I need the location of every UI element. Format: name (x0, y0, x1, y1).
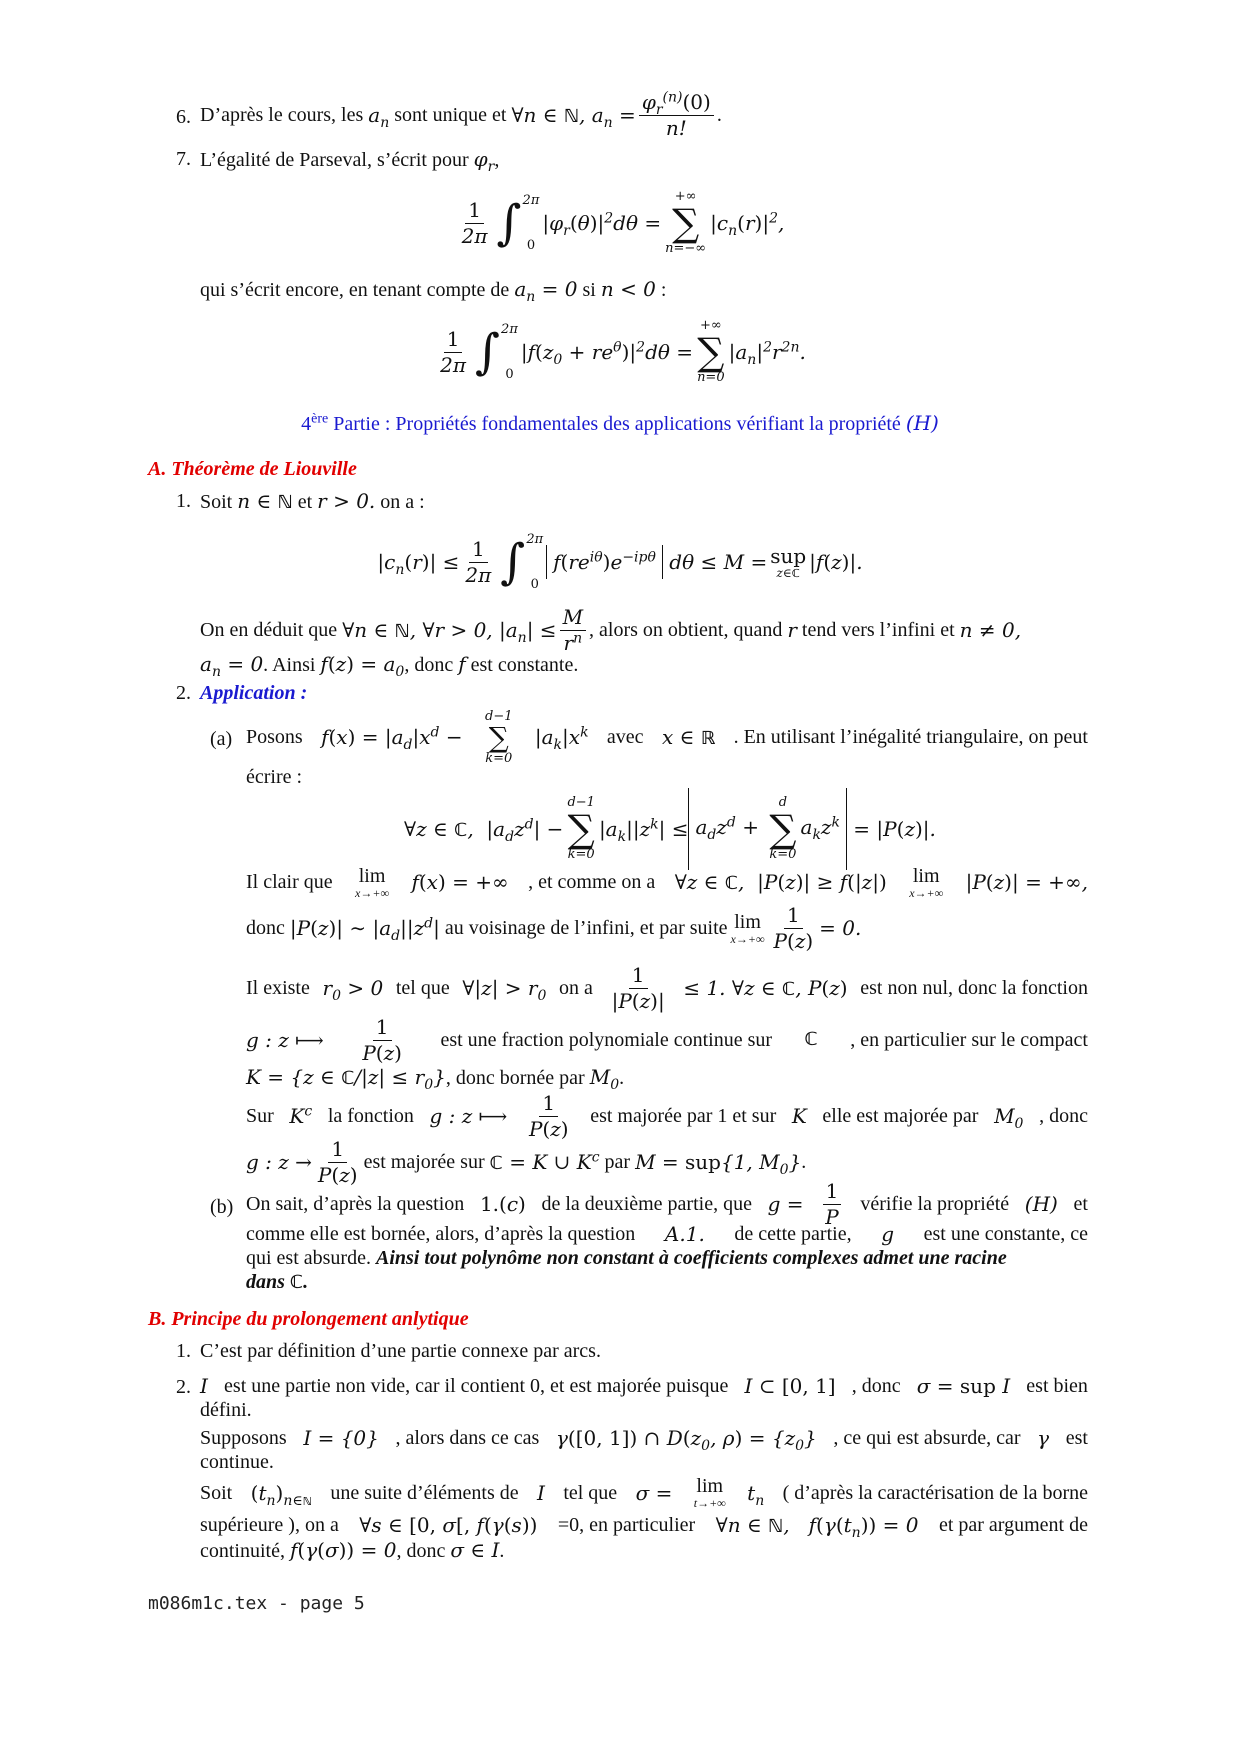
item-7-line2: qui s’écrit encore, en tenant compte de $a_n = 0$ si n < 0 : (200, 277, 667, 305)
cauchy-bound-equation: $|c_n(r)|$ ≤ $\frac{1}{2\pi}$ ∫ 2π 0 $f(re^{i\theta})e^{-ip\theta}$ dθ ≤ M = sup z∈ℂ |f(z)|. (377, 532, 863, 592)
application-b-rest: comme elle est bornée, alors, d’après la question A.1. de cette partie, g est une constante, ce qui est absurde. Ainsi tout polynôme non constant à coefficients complexes admet une racine dans ℂ. (246, 1222, 1088, 1293)
application-a-line1: Posons $f(x) = |a_d|x^d$ − d−1 ∑ k=0 $|a_k|x^k$ avec x ∈ ℝ . En utilisant l’inégalité triangulaire, on peut (246, 709, 1088, 766)
section-b-title: B. Principe du prolongement anlytique (148, 1308, 469, 1330)
equivalent-line: donc |P(z)| ∼ $|a_d||z^d|$ au voisinage de l’infini, et par suite lim x→+∞ $\frac{1}{P(z)}$ = 0. (246, 902, 862, 953)
item-number: 2. (176, 1376, 191, 1398)
sub-item-label: (a) (210, 728, 233, 750)
liouville-q1-text: Soit n ∈ ℕ et r > 0. on a : (200, 489, 425, 513)
compact-line: K = {z ∈ ℂ/|z| ≤ $r_0$}, donc bornée par $M_0$. (246, 1065, 625, 1093)
item-number: 2. (176, 682, 191, 704)
taylor-coefficient-fraction: $\frac{\varphi_r^{(n)}(0)}{n!}$ (639, 91, 714, 140)
item-number: 6. (176, 106, 191, 128)
sub-item-label: (b) (210, 1196, 234, 1218)
prolongement-q2: I est une partie non vide, car il contient 0, et est majorée puisque I ⊂ [0, 1] , donc σ = sup I est bien défini. Supposons I = {0} , alors dans ce cas γ([0, 1]) ∩ $D(z_0$, $\rho) = \{z_0\}$ , ce qui est absurde, car γ est continue. Soit $(t_n)_{n\in ℕ}$ une suite d’éléments de I tel que σ = lim t→+∞ $t_n$ ( d’après la caractérisation de la borne supérieure ), on a ∀s ∈ [0, σ[, f(γ(s)) =0, en particulier ∀n ∈ ℕ, $f(\gamma(t_n)) = 0$ et par argument de continuité, f(γ(σ)) = 0, donc σ ∈ I. (200, 1374, 1088, 1562)
application-title: Application : (200, 682, 308, 704)
triangle-inequality: ∀z ∈ ℂ, $|a_dz^d|$ − d−1 ∑ k=0 $|a_k||z^k|$ ≤ $a_dz^d$ + d ∑ k=0 $a_kz^k$ = |P(z)|. (404, 786, 936, 872)
g-function-line: g : z ⟼ $\frac{1}{P(z)}$ est une fraction polynomiale continue sur ℂ , en particulier sur le compact (246, 1014, 1088, 1065)
item-number: 1. (176, 1340, 191, 1362)
item-number: 1. (176, 490, 191, 512)
liouville-deduction: On en déduit que ∀n ∈ ℕ, ∀r > 0, $|a_n|$ ≤ $\frac{M}{r^n}$ , alors on obtient, quand r tend vers l’infini et n ≠ 0, $a_n = 0$. Ainsi $f(z) = a_0$, donc f est constante. (200, 605, 1022, 680)
page-footer: m086m1c.tex - page 5 (148, 1593, 365, 1614)
parseval-f-equation: $\frac{1}{2\pi}$ ∫ 2π 0 $|f(z_0 + re^\theta)|^2d\theta$ = +∞ ∑ n=0 $|a_n|^2r^{2n}$. (440, 318, 806, 385)
item-number: 7. (176, 148, 191, 170)
application-a-line2: écrire : (246, 766, 303, 788)
section-a-title: A. Théorème de Liouville (148, 458, 357, 480)
complement-line: Sur $K^c$ la fonction g : z ⟼ $\frac{1}{P(z)}$ est majorée par 1 et sur K elle est majorée par $M_0$ , donc (246, 1090, 1088, 1141)
bounded-line: g : z → $\frac{1}{P(z)}$ est majorée sur ℂ = K ∪ $K^c$ par M = sup{1, $M_0$} . (246, 1136, 807, 1187)
part-heading: 4ère Partie : Propriétés fondamentales des applications vérifiant la propriété (H) (301, 411, 939, 435)
application-b-line1: On sait, d’après la question 1.(c) de la deuxième partie, que g = $\frac{1}{P}$ vérifie la propriété (H) et (246, 1178, 1088, 1229)
prolongement-q1: C’est par définition d’une partie connexe par arcs. (200, 1340, 601, 1362)
item-7-text: L’égalité de Parseval, s’écrit pour $\varphi_r$, (200, 147, 500, 175)
parseval-equation: $\frac{1}{2\pi}$ ∫ 2π 0 $|\varphi_r(\theta)|^2d\theta$ = +∞ ∑ n=−∞ $|c_n(r)|^2$, (461, 189, 785, 256)
item-6-text: D’après le cours, les $a_n$ sont unique et ∀n ∈ ℕ, $a_n$ = $\frac{\varphi_r^{(n)}(0)}{n!}$ . (200, 88, 722, 140)
limit-line: Il clair que lim x→+∞ f(x) = +∞ , et comme on a ∀z ∈ ℂ, |P(z)| ≥ f(|z|) lim x→+∞ |P(z)| = +∞, (246, 865, 1088, 900)
existence-line: Il existe $r_0 > 0$ tel que ∀|z| > $r_0$ on a $\frac{1}{|P(z)|}$ ≤ 1. ∀z ∈ ℂ, P(z) est non nul, donc la fonction (246, 962, 1088, 1013)
